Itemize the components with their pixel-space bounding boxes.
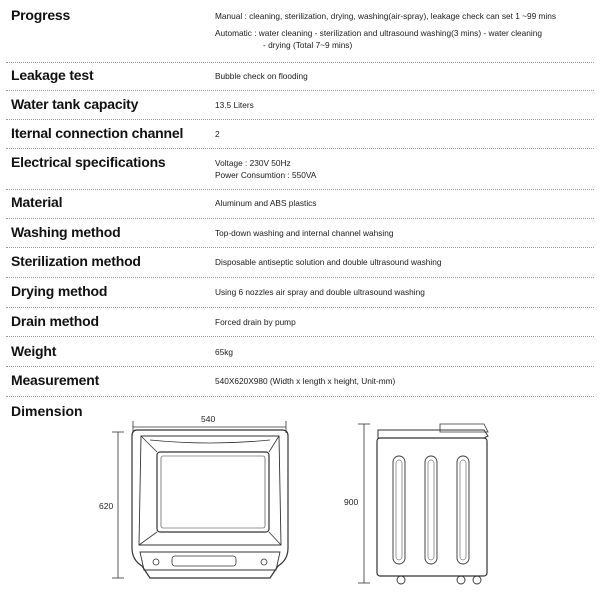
spec-label: Drain method [11,313,99,329]
spec-label: Progress [11,7,71,23]
spec-value-line: - drying (Total 7~9 mins) [263,40,353,50]
spec-value-line: Top-down washing and internal channel wahsing [215,228,394,238]
width-dimension-label: 540 [201,414,216,424]
top-view-drawing [112,421,288,578]
spec-label: Electrical specifications [11,154,166,170]
spec-value-line: Bubble check on flooding [215,71,308,81]
spec-value-line: 65kg [215,347,233,357]
spec-value-line: Voltage : 230V 50Hz [215,158,291,168]
length-dimension-label: 620 [99,501,114,511]
spec-value-line: Using 6 nozzles air spray and double ultrasound washing [215,287,425,297]
spec-value-line: 13.5 Liters [215,100,254,110]
spec-label: Washing method [11,224,121,240]
spec-value-line: Power Consumtion : 550VA [215,170,317,180]
spec-value-line: 2 [215,129,220,139]
spec-label: Water tank capacity [11,96,139,112]
spec-value-line: 540X620X980 (Width x length x height, Unit-mm) [215,376,396,386]
spec-value-line: Disposable antiseptic solution and double ultrasound washing [215,257,442,267]
spec-label: Iternal connection channel [11,125,184,141]
spec-label: Weight [11,343,57,359]
spec-label: Drying method [11,283,108,299]
height-dimension-label: 900 [344,497,359,507]
side-view-drawing [358,424,488,584]
spec-value-line: Forced drain by pump [215,317,296,327]
spec-value-line: Manual : cleaning, sterilization, drying, washing(air-spray), leakage check can set 1 ~99 mins [215,11,557,21]
dimension-title: Dimension [11,403,83,419]
spec-label: Sterilization method [11,253,141,269]
spec-label: Leakage test [11,67,94,83]
spec-label: Measurement [11,372,100,388]
spec-value-line: Automatic : water cleaning - sterilization and ultrasound washing(3 mins) - water cleaning [215,28,542,38]
spec-label: Material [11,194,63,210]
spec-value-line: Aluminum and ABS plastics [215,198,317,208]
